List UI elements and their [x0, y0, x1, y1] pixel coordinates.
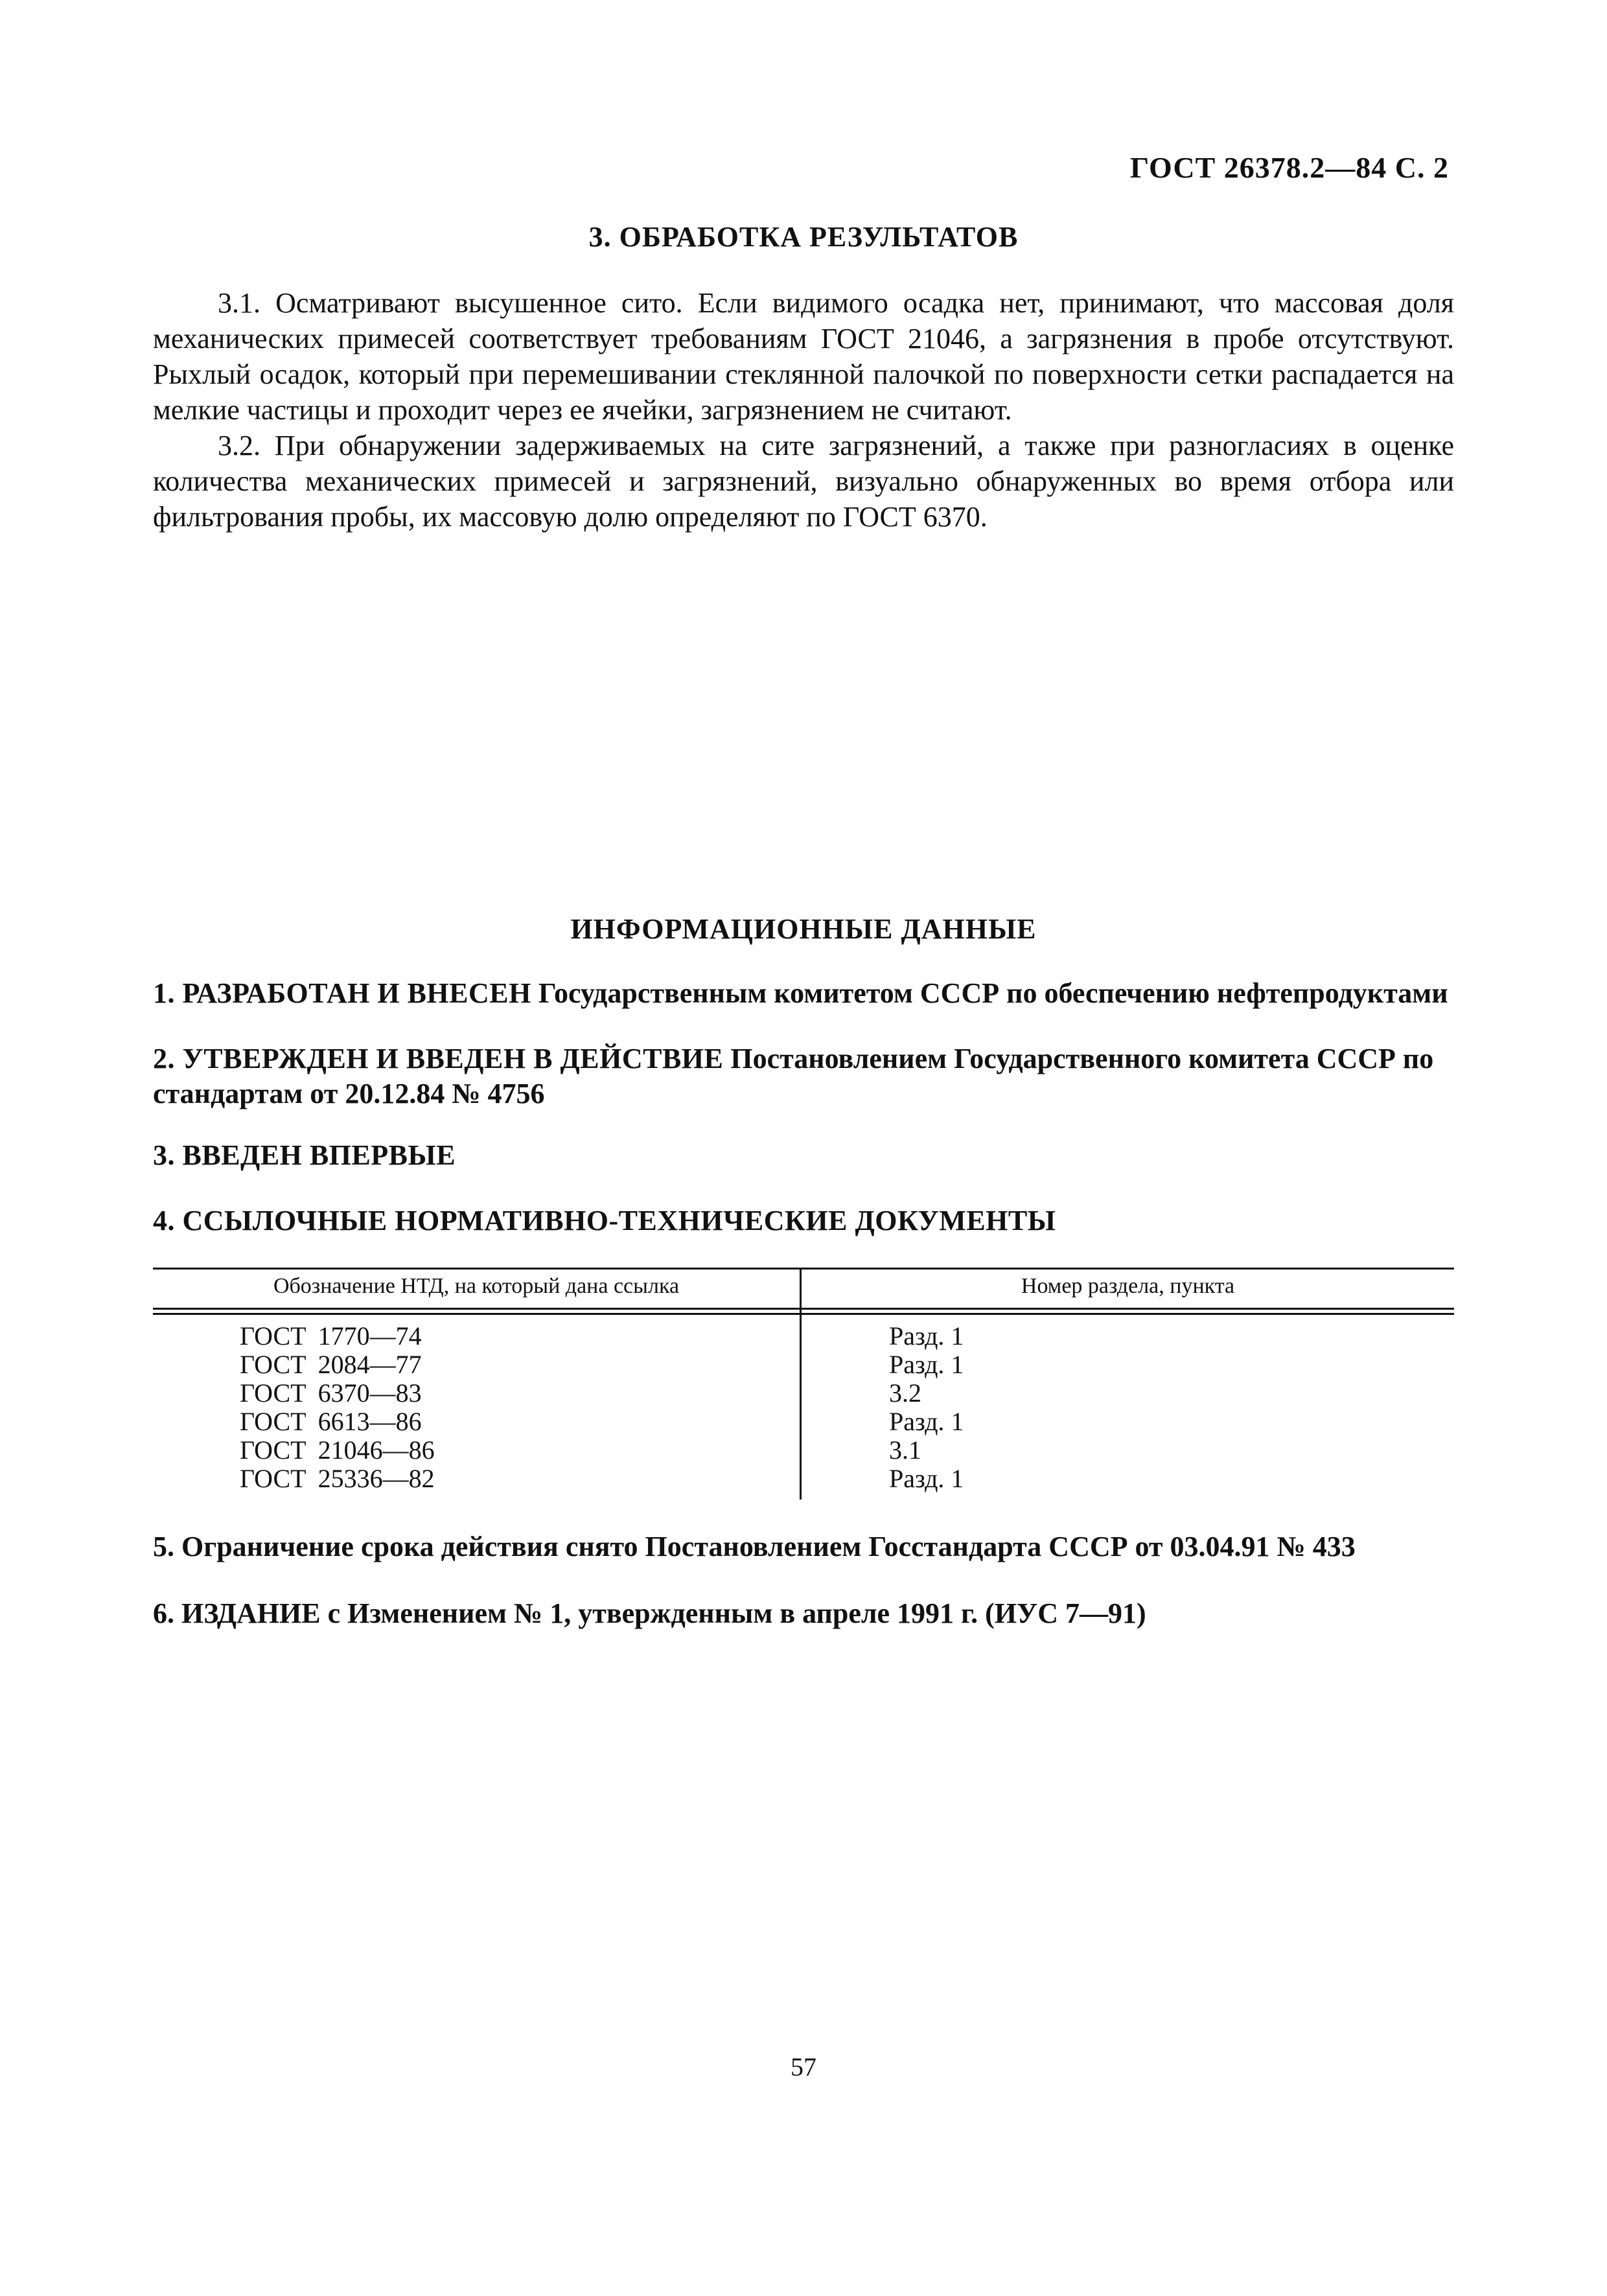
- info-item-head: 1. РАЗРАБОТАН И ВНЕСЕН: [153, 977, 531, 1009]
- table-cell-section: 3.2: [889, 1378, 921, 1408]
- info-item-head: 4. ССЫЛОЧНЫЕ НОРМАТИВНО-ТЕХНИЧЕСКИЕ ДОКУМЕНТЫ: [153, 1205, 1056, 1236]
- info-item-references: [153, 1203, 1454, 1238]
- info-item-head: 3. ВВЕДЕН ВПЕРВЫЕ: [153, 1139, 456, 1171]
- table-rule: [153, 1313, 1454, 1315]
- table-row: [153, 1379, 1454, 1408]
- table-header-document: Обозначение НТД, на который дана ссылка: [273, 1274, 680, 1298]
- table-cell-document: ГОСТ 6370—83: [240, 1378, 422, 1408]
- info-item-approved: [153, 1041, 1454, 1111]
- page-number: 57: [791, 2052, 816, 2081]
- table-cell-section: Разд. 1: [889, 1350, 964, 1379]
- table-rule: [153, 1268, 1454, 1270]
- table-cell-section: Разд. 1: [889, 1407, 964, 1436]
- section-body: [153, 285, 1454, 535]
- info-item-introduced: [153, 1138, 1454, 1173]
- table-cell-document: ГОСТ 25336—82: [240, 1464, 435, 1493]
- section-title: 3. ОБРАБОТКА РЕЗУЛЬТАТОВ: [588, 221, 1019, 253]
- table-cell-document: ГОСТ 1770—74: [240, 1321, 422, 1351]
- table-row: [153, 1436, 1454, 1465]
- table-cell-document: ГОСТ 2084—77: [240, 1350, 422, 1379]
- info-item-text: Государственным комитетом СССР по обеспечению нефтепродуктами: [531, 977, 1448, 1009]
- table-cell-section: 3.1: [889, 1435, 921, 1465]
- table-cell-document: ГОСТ 6613—86: [240, 1407, 422, 1436]
- table-cell-section: Разд. 1: [889, 1464, 964, 1493]
- info-item-validity: 5. Ограничение срока действия снято Постановлением Госстандарта СССР от 03.04.91 № 433: [153, 1531, 1356, 1562]
- running-header: ГОСТ 26378.2—84 С. 2: [1129, 151, 1449, 184]
- paragraph-3-2: 3.2. При обнаружении задерживаемых на сите загрязнений, а также при разногласиях в оценке количества механических примесей и загрязнений, визуально обнаруженных во время отбора или фильтрования пробы, их массовую долю определяют по ГОСТ 6370.: [153, 430, 1454, 533]
- table-row: [153, 1408, 1454, 1436]
- table-row: [153, 1465, 1454, 1493]
- table-cell-section: Разд. 1: [889, 1321, 964, 1351]
- info-item-head: 2. УТВЕРЖДЕН И ВВЕДЕН В ДЕЙСТВИЕ: [153, 1043, 724, 1074]
- info-title: ИНФОРМАЦИОННЫЕ ДАННЫЕ: [570, 913, 1037, 945]
- table-body: [153, 1322, 1454, 1493]
- table-row: [153, 1322, 1454, 1351]
- reference-table: [153, 1268, 1454, 1500]
- table-rule: [153, 1308, 1454, 1310]
- table-row: [153, 1351, 1454, 1379]
- info-item-edition: 6. ИЗДАНИЕ с Изменением № 1, утвержденным в апреле 1991 г. (ИУС 7—91): [153, 1597, 1146, 1629]
- info-item-text: Постановлением Государственного комитета СССР по стандартам от 20.12.84 № 4756: [153, 1043, 1434, 1109]
- table-cell-document: ГОСТ 21046—86: [240, 1435, 435, 1465]
- paragraph-3-1: 3.1. Осматривают высушенное сито. Если видимого осадка нет, принимают, что массовая доля механических примесей соответствует требованиям ГОСТ 21046, а загрязнения в пробе отсутствуют. Рыхлый осадок, который при перемешивании стеклянной палочкой по поверхности сетки распадается на мелкие частицы и проходит через ее ячейки, загрязнением не считают.: [153, 287, 1454, 426]
- info-item-developed: [153, 976, 1454, 1011]
- table-header-section: Номер раздела, пункта: [1021, 1274, 1235, 1298]
